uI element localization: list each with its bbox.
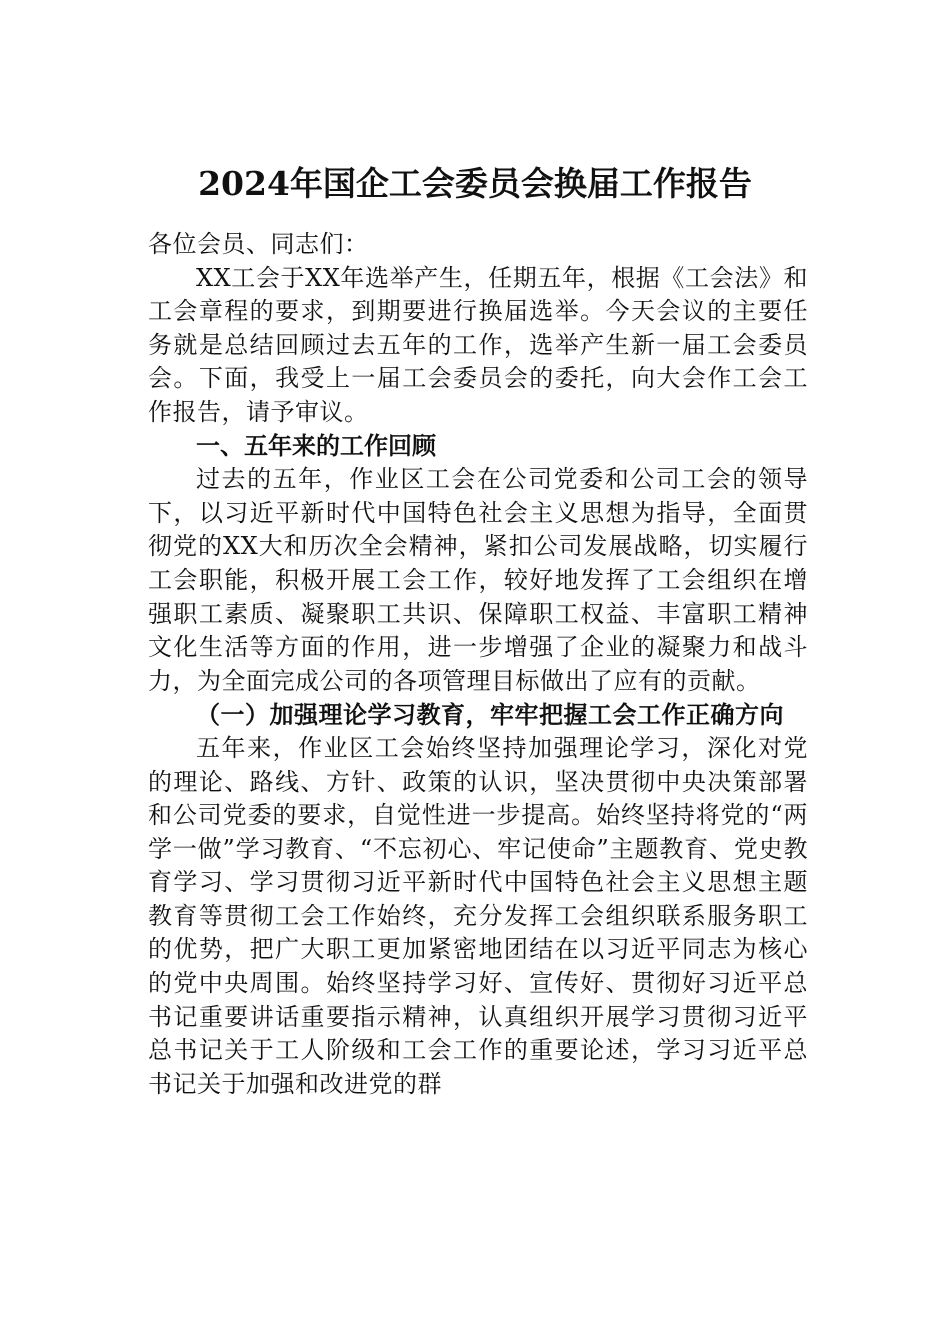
- paragraph-intro: XX工会于XX年选举产生，任期五年，根据《工会法》和工会章程的要求，到期要进行换届选举。今天会议的主要任务就是总结回顾过去五年的工作，选举产生新一届工会委员会。下面，我受上一届工会委员会的委托，向大会作工会工作报告，请予审议。: [148, 263, 808, 426]
- paragraph-theory-study: 五年来，作业区工会始终坚持加强理论学习，深化对党的理论、路线、方针、政策的认识，坚决贯彻中央决策部署和公司党委的要求，自觉性进一步提高。始终坚持将党的“两学一做”学习教育、“不忘初心、牢记使命”主题教育、党史教育学习、学习贯彻习近平新时代中国特色社会主义思想主题教育等贯彻工会工作始终，充分发挥工会组织联系服务职工的优势，把广大职工更加紧密地团结在以习近平同志为核心的党中央周围。始终坚持学习好、宣传好、贯彻好习近平总书记重要讲话重要指示精神，认真组织开展学习贯彻习近平总书记关于工人阶级和工会工作的重要论述，学习习近平总书记关于加强和改进党的群: [148, 733, 808, 1098]
- subsection-heading-1: （一）加强理论学习教育，牢牢把握工会工作正确方向: [196, 700, 784, 730]
- document-body: [148, 228, 808, 1101]
- document-title: 2024年国企工会委员会换届工作报告: [198, 164, 752, 203]
- section-heading-1: 一、五年来的工作回顾: [196, 431, 436, 460]
- salutation: 各位会员、同志们：: [148, 230, 369, 258]
- paragraph-review: 过去的五年，作业区工会在公司党委和公司工会的领导下，以习近平新时代中国特色社会主义思想为指导，全面贯彻党的XX大和历次全会精神，紧扣公司发展战略，切实履行工会职能，积极开展工会工作，较好地发挥了工会组织在增强职工素质、凝聚职工共识、保障职工权益、丰富职工精神文化生活等方面的作用，进一步增强了企业的凝聚力和战斗力，为全面完成公司的各项管理目标做出了应有的贡献。: [148, 465, 808, 695]
